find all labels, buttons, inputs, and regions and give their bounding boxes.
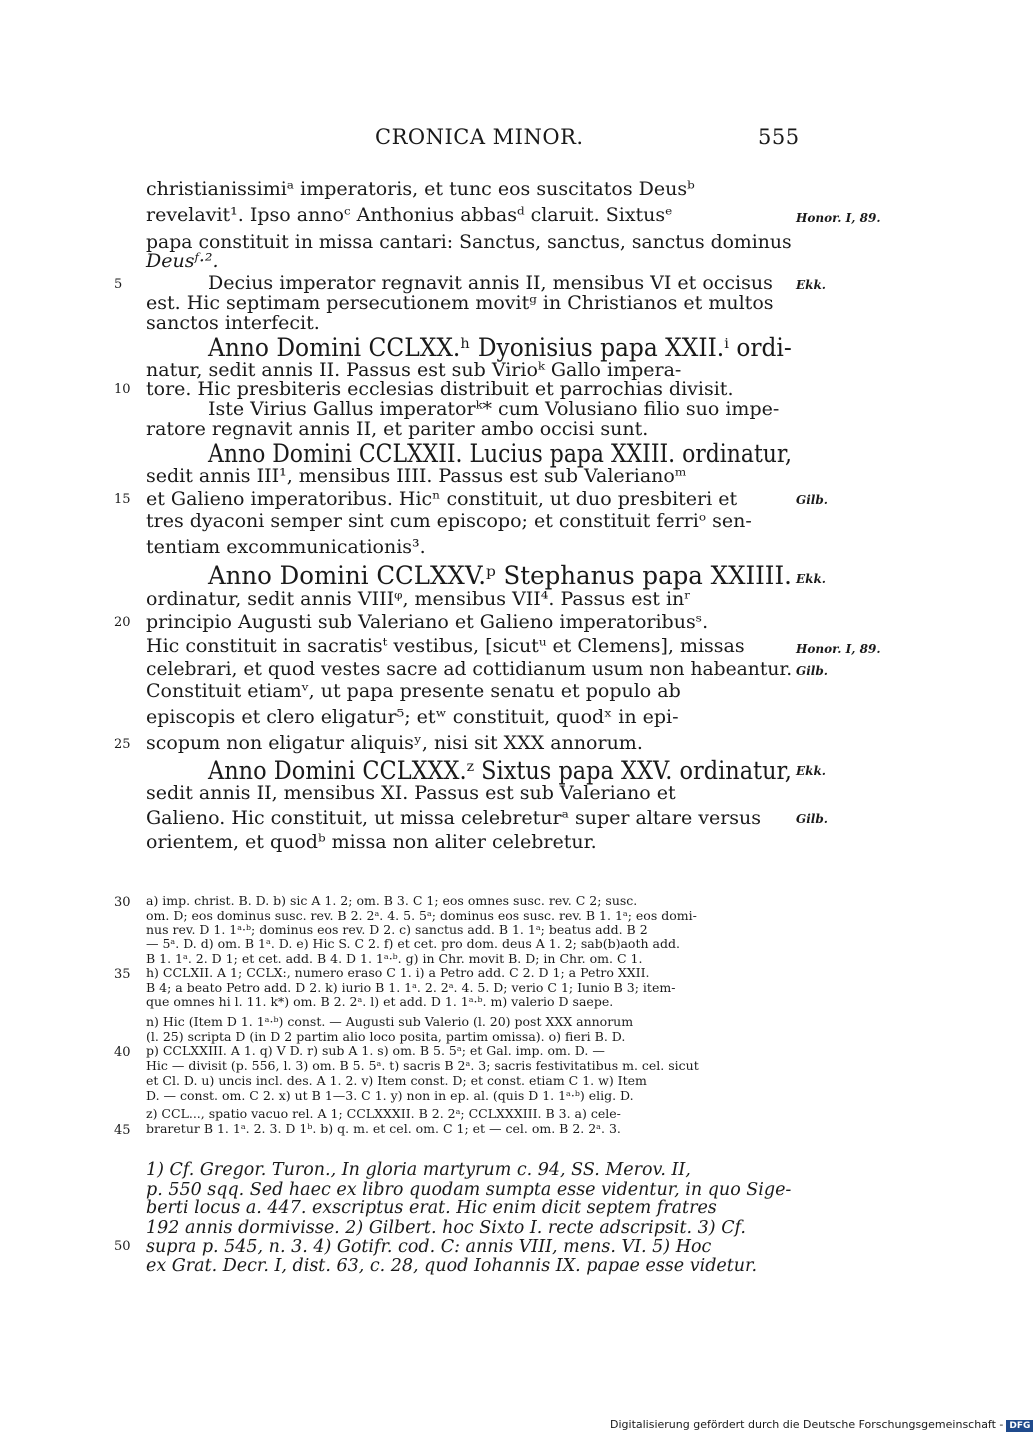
apparatus-line: (l. 25) scripta D (in D 2 partim alio loco posita, partim omissa). o) fieri B. D. — [146, 1029, 626, 1044]
line-number: 5 — [114, 277, 123, 292]
text-line: sanctos interfecit. — [146, 312, 320, 334]
apparatus-line: om. D; eos dominus susc. rev. B 2. 2ᵃ. 4. 5. 5ᵃ; dominus eos susc. rev. B 1. 1ᵃ; eos domi- — [146, 908, 697, 923]
footnote-line: p. 550 sqq. Sed haec ex libro quodam sumpta esse videntur, in quo Sige- — [146, 1180, 792, 1200]
text-line: natur, sedit annis II. Passus est sub Virioᵏ Gallo impera- — [146, 359, 682, 381]
dfg-logo: DFG — [1006, 1420, 1033, 1432]
text-line: celebrari, et quod vestes sacre ad cottidianum usum non habeantur. — [146, 658, 793, 680]
text-line: principio Augusti sub Valeriano et Galieno imperatoribusˢ. — [146, 611, 709, 633]
text-line: orientem, et quodᵇ missa non aliter celebretur. — [146, 831, 597, 853]
text-line: tentiam excommunicationis³. — [146, 536, 426, 558]
margin-note: Gilb. — [796, 812, 828, 826]
apparatus-line: z) CCL..., spatio vacuo rel. A 1; CCLXXXII. B 2. 2ᵃ; CCLXXXIII. B 3. a) cele- — [146, 1106, 621, 1121]
line-number: 20 — [114, 615, 131, 630]
text-line: est. Hic septimam persecutionem movitᵍ in Christianos et multos — [146, 292, 774, 314]
margin-note: Honor. I, 89. — [796, 642, 881, 656]
text-line: Iste Virius Gallus imperatorᵏ* cum Volusiano filio suo impe- — [208, 398, 780, 420]
margin-note: Ekk. — [796, 764, 826, 778]
apparatus-line: p) CCLXXIII. A 1. q) V D. r) sub A 1. s) om. B 5. 5ᵃ; et Gal. imp. om. D. — — [146, 1043, 605, 1058]
line-number: 25 — [114, 737, 131, 752]
apparatus-line: B 4; a beato Petro add. D 2. k) iurio B 1. 1ᵃ. 2. 2ᵃ. 4. 5. D; verio C 1; Iunio B 3; item- — [146, 980, 676, 995]
text-line: scopum non eligatur aliquisʸ, nisi sit XXX annorum. — [146, 732, 643, 754]
page-number: 555 — [758, 125, 800, 149]
apparatus-line: Hic — divisit (p. 556, l. 3) om. B 5. 5ᵃ. t) sacris B 2ᵃ. 3; sacris festivitatibus m. cel. sicut — [146, 1058, 699, 1073]
text-line: tres dyaconi semper sint cum episcopo; et constituit ferriᵒ sen- — [146, 510, 752, 532]
apparatus-line: et Cl. D. u) uncis incl. des. A 1. 2. v) Item const. D; et const. etiam C 1. w) Item — [146, 1073, 647, 1088]
text-line: Anno Domini CCLXXV.ᵖ Stephanus papa XXIIII. — [208, 561, 792, 590]
text-line: revelavit¹. Ipso annoᶜ Anthonius abbasᵈ claruit. Sixtusᵉ — [146, 204, 673, 226]
text-line: ratore regnavit annis II, et pariter ambo occisi sunt. — [146, 418, 649, 440]
footnote-line: 1) Cf. Gregor. Turon., In gloria martyrum c. 94, SS. Merov. II, — [146, 1160, 691, 1180]
apparatus-line: braretur B 1. 1ᵃ. 2. 3. D 1ᵇ. b) q. m. et cel. om. C 1; et — cel. om. B 2. 2ᵃ. 3. — [146, 1121, 621, 1136]
text-line: Hic constituit in sacratisᵗ vestibus, [sicutᵘ et Clemens], missas — [146, 635, 745, 657]
line-number: 10 — [114, 382, 131, 397]
footnote-line: supra p. 545, n. 3. 4) Gotifr. cod. C: annis VIII, mens. VI. 5) Hoc — [146, 1237, 712, 1257]
apparatus-line: h) CCLXII. A 1; CCLX:, numero eraso C 1. i) a Petro add. C 2. D 1; a Petro XXII. — [146, 965, 650, 980]
line-number: 45 — [114, 1123, 131, 1138]
line-number: 15 — [114, 492, 131, 507]
credit-text: Digitalisierung gefördert durch die Deutsche Forschungsgemeinschaft - — [610, 1418, 1004, 1431]
text-line: ordinatur, sedit annis VIIIᵠ, mensibus VII⁴. Passus est inʳ — [146, 588, 691, 610]
apparatus-line: D. — const. om. C 2. x) ut B 1—3. C 1. y) non in ep. al. (quis D 1. 1ᵃ·ᵇ) elig. D. — [146, 1088, 634, 1103]
footnote-line: 192 annis dormivisse. 2) Gilbert. hoc Sixto I. recte adscripsit. 3) Cf. — [146, 1218, 746, 1238]
text-line: papa constituit in missa cantari: Sanctus, sanctus, sanctus dominus — [146, 231, 792, 253]
margin-note: Honor. I, 89. — [796, 211, 881, 225]
text-line: Anno Domini CCLXXII. Lucius papa XXIII. ordinatur, — [208, 439, 792, 468]
text-line: sedit annis II, mensibus XI. Passus est sub Valeriano et — [146, 782, 676, 804]
margin-note: Gilb. — [796, 664, 828, 678]
apparatus-line: n) Hic (Item D 1. 1ᵃ·ᵇ) const. — Augusti sub Valerio (l. 20) post XXX annorum — [146, 1014, 634, 1029]
apparatus-line: nus rev. D 1. 1ᵃ·ᵇ; dominus eos rev. D 2. c) sanctus add. B 1. 1ᵃ; beatus add. B 2 — [146, 922, 648, 937]
text-line: Decius imperator regnavit annis II, mensibus VI et occisus — [208, 272, 773, 294]
apparatus-line: B 1. 1ᵃ. 2. D 1; et cet. add. B 4. D 1. 1ᵃ·ᵇ. g) in Chr. movit B. D; in Chr. om. C 1. — [146, 951, 643, 966]
apparatus-line: a) imp. christ. B. D. b) sic A 1. 2; om. B 3. C 1; eos omnes susc. rev. C 2; susc. — [146, 893, 638, 908]
text-line: christianissimiᵃ imperatoris, et tunc eos suscitatos Deusᵇ — [146, 178, 695, 200]
footnote-line: ex Grat. Decr. I, dist. 63, c. 28, quod Iohannis IX. papae esse videtur. — [146, 1256, 758, 1276]
line-number: 50 — [114, 1239, 131, 1254]
margin-note: Gilb. — [796, 493, 828, 507]
text-line: sedit annis III¹, mensibus IIII. Passus est sub Valerianoᵐ — [146, 465, 687, 487]
page-title: CRONICA MINOR. — [375, 125, 584, 149]
text-line: Constituit etiamᵛ, ut papa presente senatu et populo ab — [146, 680, 681, 702]
text-line: Anno Domini CCLXX.ʰ Dyonisius papa XXII.ⁱ ordi- — [208, 333, 792, 362]
line-number: 30 — [114, 895, 131, 910]
digitization-credit — [610, 1418, 1033, 1432]
line-number: 35 — [114, 967, 131, 982]
text-line: Deusᶠ·². — [146, 250, 219, 272]
apparatus-line: que omnes hi l. 11. k*) om. B 2. 2ᵃ. l) et add. D 1. 1ᵃ·ᵇ. m) valerio D saepe. — [146, 994, 614, 1009]
margin-note: Ekk. — [796, 572, 826, 586]
text-line: Galieno. Hic constituit, ut missa celebreturᵃ super altare versus — [146, 807, 762, 829]
text-line: Anno Domini CCLXXX.ᶻ Sixtus papa XXV. ordinatur, — [208, 756, 792, 785]
text-line: et Galieno imperatoribus. Hicⁿ constituit, ut duo presbiteri et — [146, 488, 738, 510]
apparatus-line: — 5ᵃ. D. d) om. B 1ᵃ. D. e) Hic S. C 2. f) et cet. pro dom. deus A 1. 2; sab(b)aoth add. — [146, 936, 680, 951]
margin-note: Ekk. — [796, 278, 826, 292]
footnote-line: berti locus a. 447. exscriptus erat. Hic enim dicit septem fratres — [146, 1198, 717, 1218]
text-line: episcopis et clero eligatur⁵; etʷ constituit, quodˣ in epi- — [146, 706, 679, 728]
text-line: tore. Hic presbiteris ecclesias distribuit et parrochias divisit. — [146, 378, 734, 400]
line-number: 40 — [114, 1045, 131, 1060]
